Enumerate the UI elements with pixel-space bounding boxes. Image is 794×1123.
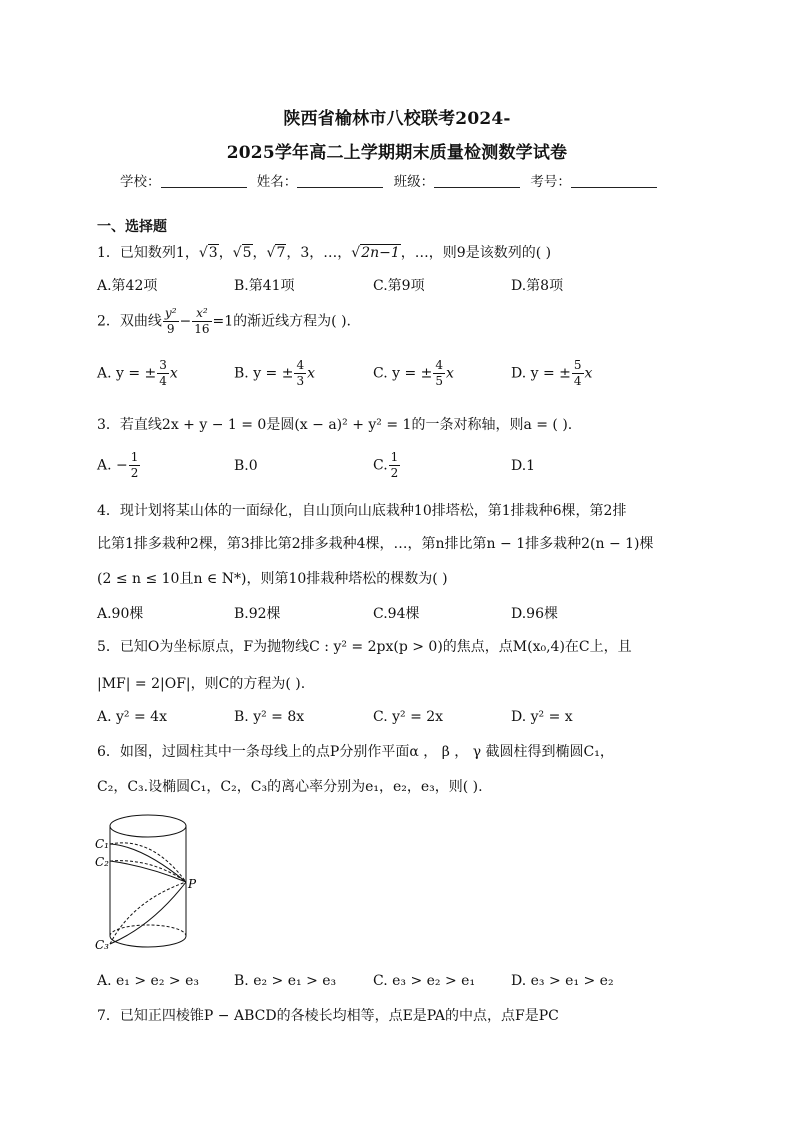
q5-option-b[interactable]: B. y² = 8x [234,709,305,725]
q1-option-c[interactable]: C.第9项 [373,278,425,294]
q6-option-d[interactable]: D. e₃ > e₁ > e₂ [511,973,614,989]
q6-option-a[interactable]: A. e₁ > e₂ > e₃ [97,973,199,989]
q2-text-pre: 双曲线 [119,313,162,330]
label-p: P [188,877,197,891]
class-blank[interactable] [434,175,520,188]
cylinder-bottom-front [110,936,186,947]
q1-text-post: ，…，则9是该数列的( ) [400,245,552,261]
title-line-2: 2025学年高二上学期期末质量检测数学试卷 [226,143,568,163]
q5-option-d[interactable]: D. y² = x [511,709,573,725]
question-2: 2．双曲线 $\frac{\text{y²}}{9}$ − $\frac{\text{x²}}{16}$ =1的渐近线方程为( ). [97,306,351,336]
student-info-line [120,170,680,190]
question-7: 7．已知正四棱锥P − ABCD的各棱长均相等，点E是PA的中点，点F是PC [97,1008,559,1024]
question-6-line-1: 6．如图，过圆柱其中一条母线上的点P分别作平面α ， β ， γ 截圆柱得到椭圆C₁， [97,744,614,760]
q2-option-c[interactable]: C. y = ± $\frac{4}{5}$ x [373,358,454,388]
class-label: 班级： [393,174,435,190]
q6-number: 6． [97,744,120,760]
q3-option-c[interactable]: C. $\frac{1}{2}$ [373,450,399,480]
q2-text-post: =1的渐近线方程为( ). [212,313,351,330]
q5-number: 5． [97,639,120,655]
q2-fraction-y: $\frac{\text{y²}}{9}$ [164,306,177,336]
ellipse-c3-front [110,882,186,944]
name-blank[interactable] [297,175,383,188]
question-5-line-2: |MF| = 2|OF|，则C的方程为( ). [97,676,306,692]
school-blank[interactable] [161,175,247,188]
q1-sqrt7: 7 [276,245,286,261]
q4-number: 4． [97,503,120,519]
q3-option-d[interactable]: D.1 [511,458,536,474]
q2-fraction-x: $\frac{\text{x²}}{16}$ [194,306,210,336]
cylinder-figure [92,806,212,956]
label-c2: C₂ [95,855,109,869]
q5-option-a[interactable]: A. y² = 4x [97,709,167,725]
title-line-1: 陕西省榆林市八校联考2024- [283,109,511,129]
question-4-line-2: 比第1排多栽种2棵，第3排比第2排多栽种4棵，…，第n排比第n − 1排多栽种2(n − 1)棵 [97,536,654,552]
q6-option-b[interactable]: B. e₂ > e₁ > e₃ [234,973,337,989]
question-6-line-2: C₂，C₃.设椭圆C₁，C₂，C₃的离心率分别为e₁，e₂，e₃，则( ). [97,779,483,795]
q4-option-c[interactable]: C.94棵 [373,606,420,622]
q3-number: 3． [97,417,120,433]
question-4-line-3: (2 ≤ n ≤ 10且n ∈ N*)，则第10排栽种塔松的棵数为( ) [97,571,448,587]
ellipse-c3-back [110,882,186,944]
section-heading: 一、选择题 [97,219,167,235]
question-3 [97,414,572,434]
q5-option-c[interactable]: C. y² = 2x [373,709,444,725]
q1-option-d[interactable]: D.第8项 [511,278,564,294]
q2-option-a[interactable]: A. y = ± $\frac{3}{4}$ x [97,358,178,388]
question-4-line-1: 4．现计划将某山体的一面绿化，自山顶向山底栽种10排塔松，第1排栽种6棵，第2排 [97,503,627,519]
q2-number: 2． [97,313,120,330]
q1-sqrt3: 3 [208,245,218,261]
name-label: 姓名： [256,174,298,190]
q3-text: 若直线2x + y − 1 = 0是圆(x − a)² + y² = 1的一条对称轴，则a = ( ). [119,417,573,433]
question-5-line-1: 5．已知O为坐标原点，F为抛物线C : y² = 2px(p > 0)的焦点，点M(x₀,4)在C上，且 [97,639,632,655]
q1-option-a[interactable]: A.第42项 [97,278,158,294]
q6-option-c[interactable]: C. e₃ > e₂ > e₁ [373,973,476,989]
q1-sqrt-general: 2n−1 [361,245,400,261]
q3-option-b[interactable]: B.0 [234,458,258,474]
q1-text-pre: 已知数列1， [119,245,199,261]
school-label: 学校： [120,174,161,190]
question-1: 1．已知数列1，√3，√5，√7，3，…，√2n−1，…，则9是该数列的( ) [97,245,552,261]
ellipse-c2-front [110,861,186,882]
label-c1: C₁ [95,837,109,851]
q4-option-b[interactable]: B.92棵 [234,606,281,622]
ellipse-c2-back [110,861,186,882]
q7-number: 7． [97,1008,120,1024]
q4-option-d[interactable]: D.96棵 [511,606,558,622]
exam-number-blank[interactable] [571,175,657,188]
q2-option-b[interactable]: B. y = ± $\frac{4}{3}$ x [234,358,316,388]
q1-text-mid: ，3，…， [286,245,352,261]
q1-number: 1． [97,245,120,261]
q2-option-d[interactable]: D. y = ± $\frac{5}{4}$ x [511,358,593,388]
q1-option-b[interactable]: B.第41项 [234,278,295,294]
q4-option-a[interactable]: A.90棵 [97,606,144,622]
q1-sqrt5: 5 [242,245,252,261]
label-c3: C₃ [95,938,109,952]
q3-option-a[interactable]: A. − $\frac{1}{2}$ [97,450,139,480]
cylinder-top-ellipse [110,815,186,837]
exam-number-label: 考号： [530,174,571,190]
